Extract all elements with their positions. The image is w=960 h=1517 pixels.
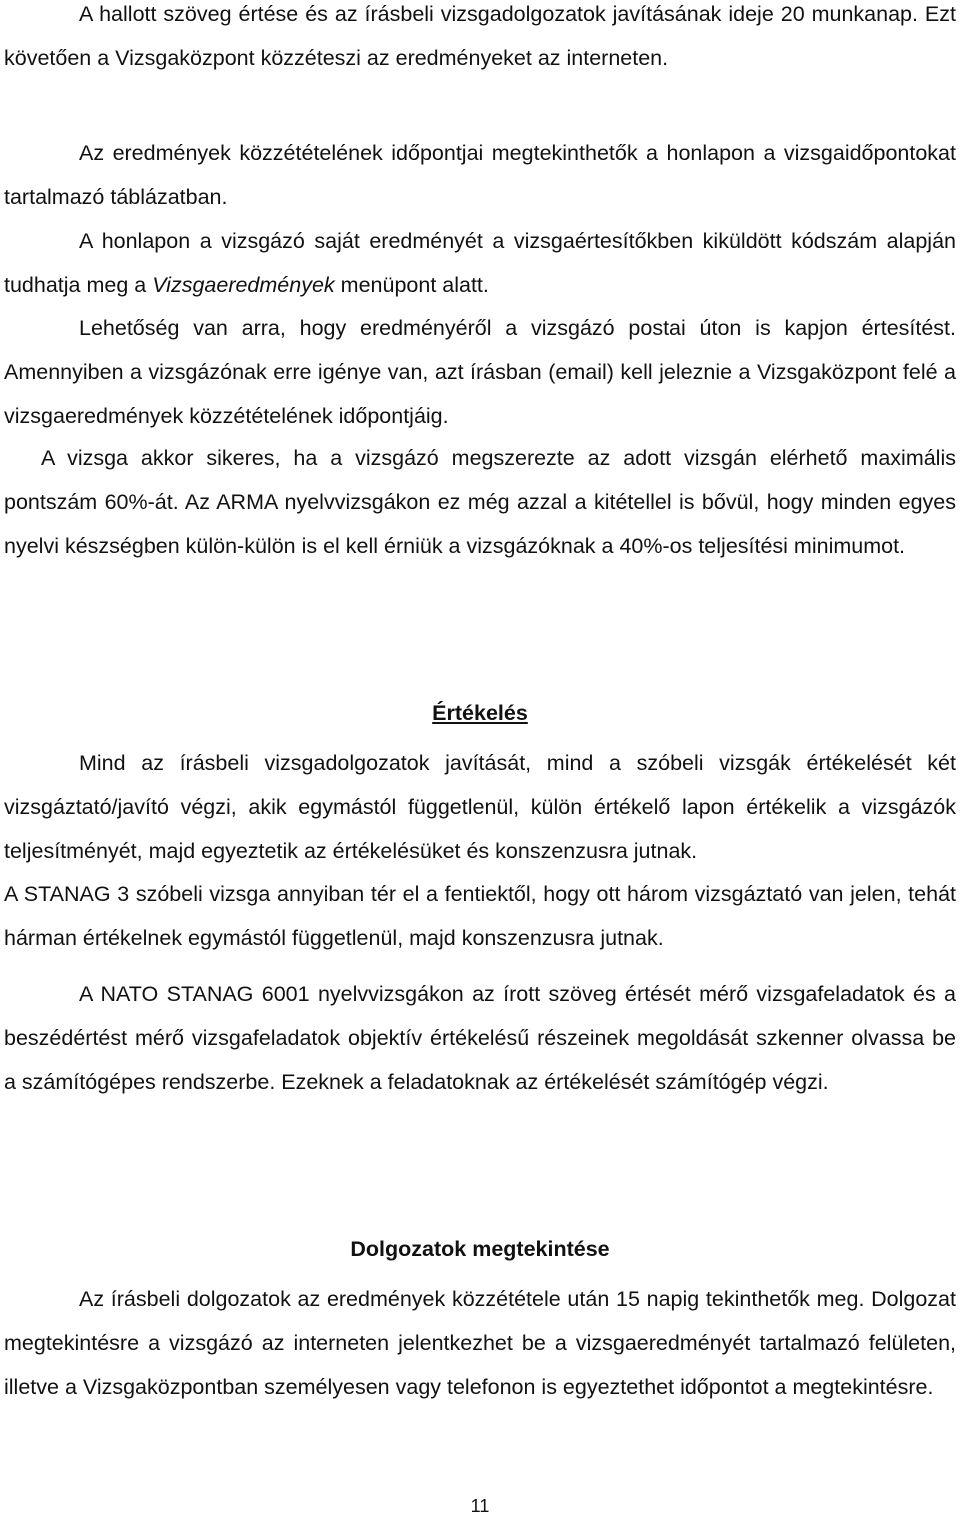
evaluation-paragraph-3: A NATO STANAG 6001 nyelvvizsgákon az írott szöveg értését mérő vizsgafeladatok és a beszédértést mérő vizsgafeladatok objektív értékelésű részeinek megoldását szkenner olvassa be a számítógépes rendszerbe. Ezeknek a feladatoknak az értékelését számítógép végzi.	[4, 982, 956, 1094]
review-paragraph-1: Az írásbeli dolgozatok az eredmények közzététele után 15 napig tekinthetők meg. Dolgozat megtekintésre a vizsgázó az interneten jelentkezhet be a vizsgaeredményét tartalmazó felületen, illetve a Vizsgaközpontban személyesen vagy telefonon is egyeztethet időpontot a megtekintésre.	[4, 1287, 956, 1399]
evaluation-heading: Értékelés	[432, 701, 528, 725]
evaluation-paragraph-2: A STANAG 3 szóbeli vizsga annyiban tér el a fentiektől, hogy ott három vizsgáztató van jelen, tehát hárman értékelnek egymástól függetlenül, majd konszenzusra jutnak.	[4, 882, 956, 950]
results-paragraph-3	[4, 219, 956, 307]
results-paragraph-2: Az eredmények közzétételének időpontjai megtekinthetők a honlapon a vizsgaidőpontokat tartalmazó táblázatban.	[4, 141, 956, 209]
menu-name-emphasis: Vizsgaeredmények	[152, 273, 335, 297]
review-heading: Dolgozatok megtekintése	[350, 1237, 610, 1261]
evaluation-paragraph-1: Mind az írásbeli vizsgadolgozatok javítását, mind a szóbeli vizsgák értékelését két vizsgáztató/javító végzi, akik egymástól függetlenül, külön értékelő lapon értékelik a vizsgázók teljesítményét, majd egyeztetik az értékelésüket és konszenzusra jutnak.	[4, 751, 956, 863]
results-paragraph-5: A vizsga akkor sikeres, ha a vizsgázó megszerezte az adott vizsgán elérhető maximális pontszám 60%-át. Az ARMA nyelvvizsgákon ez még azzal a kitétellel is bővül, hogy minden egyes nyelvi készségben külön-külön is el kell érniük a vizsgázóknak a 40%-os teljesítési minimumot.	[4, 446, 956, 558]
results-paragraph-4: Lehetőség van arra, hogy eredményéről a vizsgázó postai úton is kapjon értesítést. Amennyiben a vizsgázónak erre igénye van, azt írásban (email) kell jeleznie a Vizsgaközpont felé a vizsgaeredmények közzétételének időpontjáig.	[4, 316, 956, 428]
page-number: 11	[470, 1496, 490, 1516]
results-paragraph-3-text-a: A honlapon a vizsgázó saját eredményét a vizsgaértesítőkben kiküldött kódszám alapján tudhatja meg a	[4, 229, 956, 297]
results-paragraph-1: A hallott szöveg értése és az írásbeli vizsgadolgozatok javításának ideje 20 munkanap. Ezt követően a Vizsgaközpont közzéteszi az eredményeket az interneten.	[4, 2, 956, 70]
results-paragraph-3-text-b: menüpont alatt.	[334, 273, 489, 297]
